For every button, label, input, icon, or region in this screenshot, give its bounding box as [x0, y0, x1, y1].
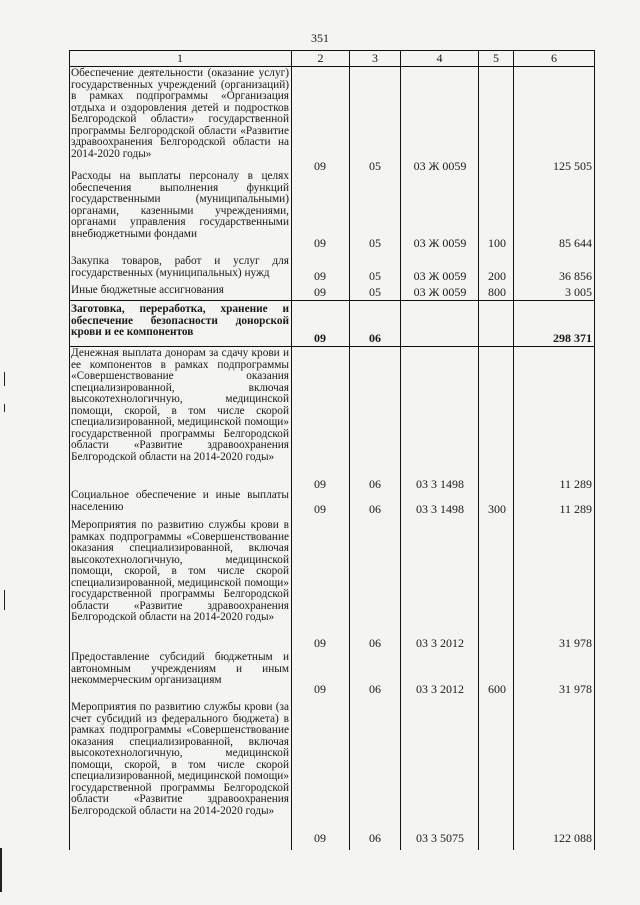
row-description: Обеспечение деятельности (оказание услуг) государственных учреждений (организаций) в рамках подпрограммы «Организация отдыха и оздоровления детей и подростков Белгородской области» государственной программы Белгородской области «Развитие здравоохранения Белгородской области на 2014-2020 годы» — [71, 67, 289, 160]
row-section: 09 — [314, 831, 326, 845]
row-description: Социальное обеспечение и иные выплаты населению — [71, 489, 289, 513]
row-amount: 298 371 — [553, 331, 592, 345]
row-section: 09 — [314, 477, 326, 491]
row-expense-type: 100 — [488, 236, 506, 250]
row-amount: 11 289 — [559, 477, 592, 491]
row-amount: 85 644 — [559, 236, 592, 250]
row-amount: 125 505 — [553, 159, 592, 173]
row-expense-type: 600 — [488, 682, 506, 696]
row-subsection: 05 — [369, 236, 381, 250]
row-amount: 122 088 — [553, 831, 592, 845]
row-amount: 31 978 — [559, 636, 592, 650]
row-description: Мероприятия по развитию службы крови в рамках подпрограммы «Совершенствование оказания специализированной, включая высокотехнологичную, медицинской помощи, скорой, в том числе скорой специализированной, медицинской помощи» государственной программы Белгородской области «Развитие здравоохранения Белгородской области на 2014-2020 годы» — [71, 519, 289, 623]
row-target-article: 03 Ж 0059 — [413, 269, 467, 283]
row-description: Заготовка, переработка, хранение и обеспечение безопасности донорской крови и ее компонентов — [71, 303, 289, 338]
row-target-article: 03 Ж 0059 — [413, 236, 467, 250]
row-section: 09 — [314, 682, 326, 696]
scan-margin-mark — [4, 372, 5, 386]
header-col-3: 3 — [372, 51, 378, 65]
page-number: 351 — [311, 31, 329, 45]
row-expense-type: 300 — [488, 502, 506, 516]
row-description: Иные бюджетные ассигнования — [71, 284, 224, 296]
row-target-article: 03 Ж 0059 — [413, 159, 467, 173]
row-section: 09 — [314, 285, 326, 299]
row-amount: 36 856 — [559, 269, 592, 283]
row-subsection: 06 — [369, 477, 381, 491]
row-section: 09 — [314, 269, 326, 283]
row-target-article: 03 Ж 0059 — [413, 285, 467, 299]
row-subsection: 06 — [369, 636, 381, 650]
row-subsection: 06 — [369, 502, 381, 516]
header-col-4: 4 — [436, 51, 443, 65]
row-subsection: 05 — [369, 269, 381, 283]
row-description: Денежная выплата донорам за сдачу крови и ее компонентов в рамках подпрограммы «Совершенствование оказания специализированной, включая высокотехнологичную, медицинской помощи, скорой, в том числе скорой специализированной, медицинской помощи» государственной программы Белгородской области «Развитие здравоохранения Белгородской области на 2014-2020 годы» — [71, 347, 289, 463]
header-col-6: 6 — [551, 51, 557, 65]
header-col-5: 5 — [493, 51, 499, 65]
row-description: Мероприятия по развитию службы крови (за счет субсидий из федерального бюджета) в рамках подпрограммы «Совершенствование оказания специализированной, включая высокотехнологичную, медицинской помощи, скорой, в том числе скорой специализированной, медицинской помощи» государственной программы Белгородской области «Развитие здравоохранения Белгородской области на 2014-2020 годы» — [71, 701, 289, 817]
row-section: 09 — [314, 636, 326, 650]
row-section: 09 — [314, 331, 326, 345]
scan-margin-mark — [4, 590, 5, 610]
row-description: Предоставление субсидий бюджетным и автономным учреждениям и иным некоммерческим организациям — [71, 651, 289, 686]
row-subsection: 06 — [369, 682, 381, 696]
row-amount: 11 289 — [559, 502, 592, 516]
row-amount: 31 978 — [559, 682, 592, 696]
row-target-article: 03 3 2012 — [416, 636, 464, 650]
row-expense-type: 800 — [488, 285, 506, 299]
header-col-2: 2 — [317, 51, 324, 65]
budget-table — [69, 50, 595, 850]
row-target-article: 03 3 2012 — [416, 682, 464, 696]
row-subsection: 06 — [369, 331, 381, 345]
row-description: Расходы на выплаты персоналу в целях обеспечения выполнения функций государственными (муниципальными) органами, казенными учреждениями, органами управления государственными внебюджетными фондами — [71, 170, 289, 240]
row-amount: 3 005 — [565, 285, 592, 299]
row-target-article: 03 3 1498 — [416, 502, 464, 516]
scan-margin-mark — [4, 404, 5, 412]
scan-margin-mark — [0, 848, 2, 892]
header-col-1: 1 — [177, 51, 183, 65]
row-description: Закупка товаров, работ и услуг для государственных (муниципальных) нужд — [71, 255, 289, 279]
row-section: 09 — [314, 236, 326, 250]
row-target-article: 03 3 1498 — [416, 477, 464, 491]
row-section: 09 — [314, 159, 326, 173]
row-subsection: 05 — [369, 285, 381, 299]
row-subsection: 06 — [369, 831, 381, 845]
row-section: 09 — [314, 502, 326, 516]
row-expense-type: 200 — [488, 269, 506, 283]
row-target-article: 03 3 5075 — [416, 831, 464, 845]
row-subsection: 05 — [369, 159, 381, 173]
